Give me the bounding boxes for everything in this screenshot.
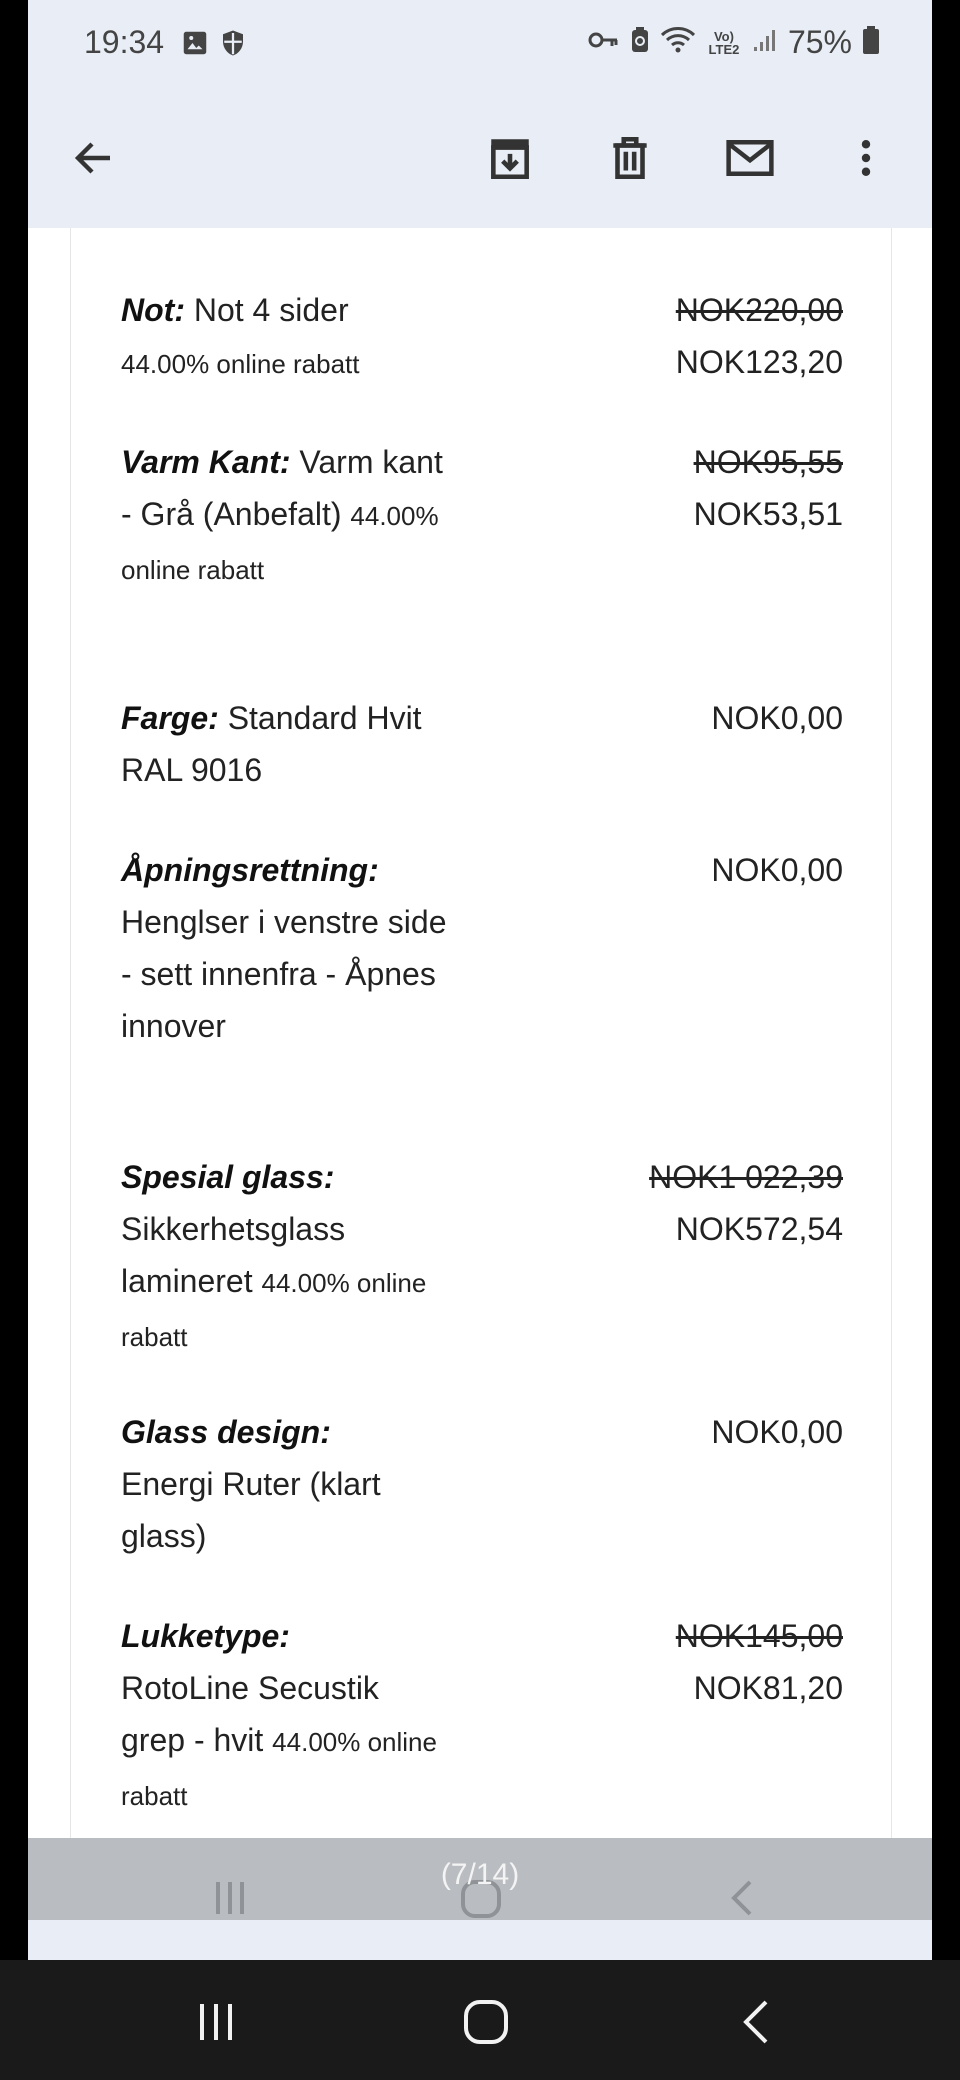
battery-percentage: 75% (787, 24, 852, 60)
line-item-prices (694, 436, 843, 540)
line-item-description (121, 1151, 451, 1363)
mark-unread-button[interactable] (712, 120, 788, 196)
option-label: Not: (121, 292, 185, 328)
option-label: Lukketype: (121, 1618, 290, 1654)
more-vert-icon (844, 136, 888, 180)
delete-button[interactable] (592, 120, 668, 196)
image-icon (180, 28, 210, 63)
option-label: Spesial glass: (121, 1159, 335, 1195)
signal-icon (752, 27, 778, 58)
network-type-label: Vo) LTE2 (708, 28, 740, 57)
line-item-description (121, 1610, 451, 1822)
archive-icon (485, 133, 535, 183)
order-items-table (70, 228, 892, 1838)
line-item-prices (711, 692, 843, 744)
bottom-strip (28, 1920, 932, 1960)
email-app-bar (28, 90, 932, 228)
original-price: NOK95,55 (693, 444, 843, 480)
discounted-price: NOK81,20 (693, 1670, 843, 1706)
status-time: 19:34 (84, 24, 165, 60)
recent-apps-icon (194, 2002, 238, 2042)
battery-icon (862, 25, 880, 60)
line-item-prices (711, 844, 843, 896)
option-label: Åpningsrettning: (121, 852, 379, 888)
line-item-prices (649, 1151, 843, 1255)
line-item-description (121, 844, 451, 1052)
back-arrow-icon (70, 134, 118, 182)
discount-text: 44.00% online rabatt (121, 349, 360, 379)
price: NOK0,00 (711, 852, 843, 888)
option-value: Varm kant - Grå (Anbefalt) (121, 444, 443, 532)
line-item-description (121, 284, 451, 390)
option-value: Energi Ruter (klart glass) (121, 1466, 381, 1554)
option-value: Henglser i venstre side - sett innenfra - Åpnes innover (121, 904, 447, 1044)
status-bar (28, 0, 932, 90)
more-options-button[interactable] (828, 120, 904, 196)
home-button[interactable] (456, 1994, 516, 2050)
option-value: Not 4 sider (193, 292, 349, 328)
original-price: NOK145,00 (675, 1618, 843, 1654)
mail-icon (723, 131, 777, 185)
recent-apps-button[interactable] (186, 1994, 246, 2050)
line-item-description (121, 692, 451, 796)
option-value: Sikkerhetsglass lamineret (121, 1211, 346, 1299)
status-right-icons (588, 24, 880, 61)
status-left-icons (180, 28, 248, 63)
battery-saver-icon (630, 26, 650, 59)
home-icon (463, 1999, 509, 2045)
archive-button[interactable] (472, 120, 548, 196)
page-counter: (7/14) (440, 1858, 520, 1891)
option-value: Standard Hvit RAL 9016 (121, 700, 422, 788)
discount-text: 44.00% online rabatt (121, 1727, 437, 1811)
discount-text: 44.00% online rabatt (121, 1268, 427, 1352)
original-price: NOK1 022,39 (649, 1159, 843, 1195)
line-item-description (121, 436, 451, 596)
screenshot-frame (28, 0, 932, 1960)
price: NOK0,00 (711, 700, 843, 736)
key-icon (588, 29, 620, 56)
line-item-description (121, 1406, 451, 1562)
option-value: RotoLine Secustik grep - hvit (121, 1670, 379, 1758)
option-label: Farge: (121, 700, 219, 736)
image-viewer-overlay (28, 1838, 932, 1920)
option-label: Varm Kant: (121, 444, 291, 480)
discount-text: 44.00% online rabatt (121, 501, 439, 585)
price: NOK0,00 (711, 1414, 843, 1450)
back-button[interactable] (56, 120, 132, 196)
delete-icon (605, 133, 655, 183)
email-content[interactable] (28, 228, 932, 1838)
discounted-price: NOK123,20 (675, 344, 843, 380)
back-icon (738, 1999, 774, 2045)
option-label: Glass design: (121, 1414, 331, 1450)
back-button[interactable] (726, 1994, 786, 2050)
wifi-icon (660, 26, 696, 59)
line-item-prices (711, 1406, 843, 1458)
shield-icon (218, 28, 248, 63)
original-price: NOK220,00 (675, 292, 843, 328)
line-item-prices (676, 1610, 843, 1714)
discounted-price: NOK572,54 (675, 1211, 843, 1247)
discounted-price: NOK53,51 (693, 496, 843, 532)
line-item-prices (676, 284, 843, 388)
system-nav-bar (0, 1960, 960, 2080)
